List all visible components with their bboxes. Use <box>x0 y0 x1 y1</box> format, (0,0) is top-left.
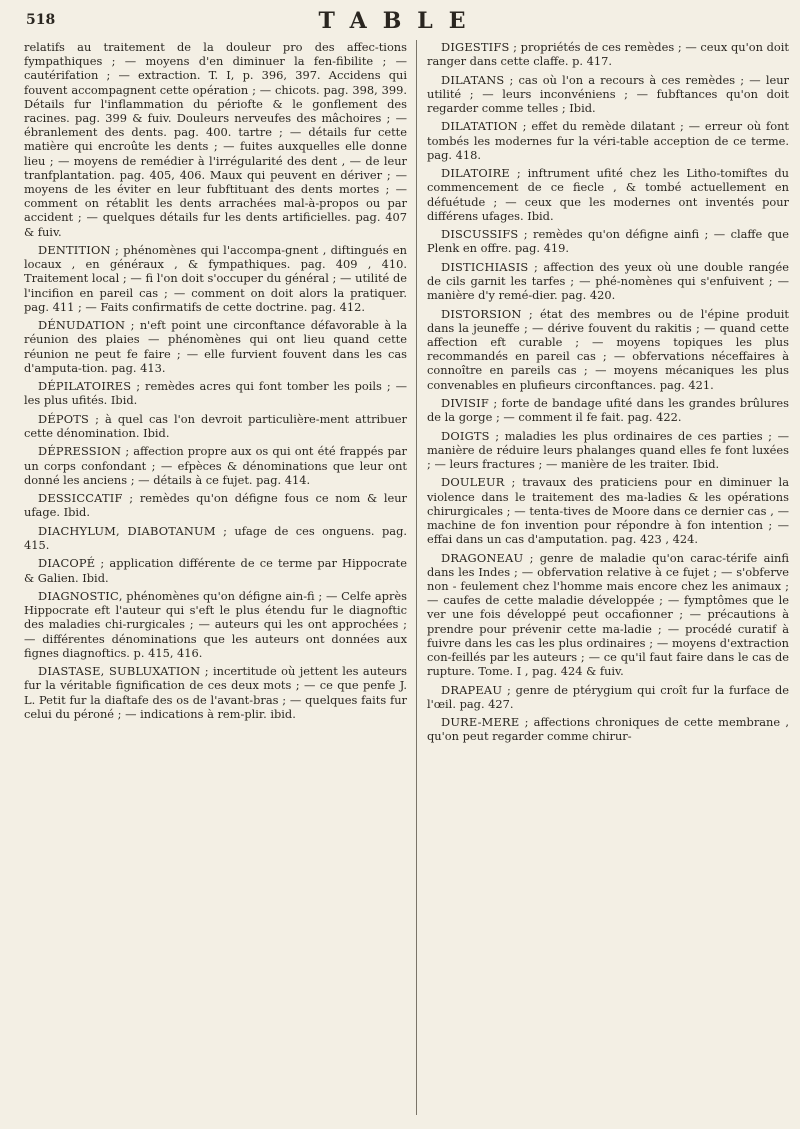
entry-headword: DIACHYLUM, DIABOTANUM <box>38 523 216 538</box>
entry-text: ; à quel cas l'on devroit particulière-ment attribuer cette dénomination. Ibid. <box>24 411 407 441</box>
index-entry <box>24 40 407 239</box>
entry-text: relatifs au traitement de la douleur pro des affec-tions fympathiques ; — moyens d'en diminuer la fen-fibilite ; — cautérifation ; — extraction. T. I, p. 396, 397. Accidens qui fouvent accompagnent cette opération ; — chicots. pag. 398, 399. Détails fur l'inflammation du périofte & le gonflement des racines. pag. 399 & fuiv. Douleurs nerveufes des mâchoires ; — ébranlement des dents. pag. 400. tartre ; — détails fur cette matière qui encroûte les dents ; — fuites auxquelles elle donne lieu ; — moyens de remédier à l'irrégularité des dent , — de leur tranfplantation. pag. 405, 406. Maux qui peuvent en dériver ; — moyens de les éviter en leur fubftituant des dents mortes ; — comment on rétablit les dents arrachées mal-à-propos ou par accident ; — quelques détails fur les dents artificielles. pag. 407 & fuiv. <box>24 40 407 239</box>
entry-headword: DRAGONEAU <box>441 550 524 565</box>
entry-headword: DOIGTS <box>441 428 490 443</box>
index-entry <box>427 119 789 162</box>
entry-text: ; incertitude où jettent les auteurs fur la véritable fignification de ces deux mots ; — ce que penfe J. L. Petit fur la diaftafe des os de l'avant-bras ; — quelques faits fur celui du péroné ; — indications à rem-plir. ibid. <box>24 664 407 721</box>
column-divider <box>416 40 417 1115</box>
index-entry <box>24 556 407 584</box>
entry-text: ; ufage de ces onguens. pag. 415. <box>24 523 407 553</box>
entry-headword: DURE-MERE <box>441 715 520 730</box>
index-entry <box>427 260 789 303</box>
entry-text: ; propriétés de ces remèdes ; — ceux qu'on doit ranger dans cette claffe. p. 417. <box>427 40 789 69</box>
index-entry <box>427 166 789 223</box>
index-entry <box>427 40 789 68</box>
entry-text: ; affection des yeux où une double rangée de cils garnit les tarfes ; — phé-nomènes qui s'enfuivent ; — manière d'y remé-dier. pag. 420. <box>427 259 789 303</box>
entry-text: ; remèdes qu'on défigne fous ce nom & leur ufage. Ibid. <box>24 491 407 520</box>
index-entry <box>24 243 407 314</box>
entry-headword: DIVISIF <box>441 395 489 410</box>
entry-text: ; inftrument ufité chez les Litho-tomiftes du commencement de ce fiecle , & tombé actuellement en défuétude ; — ceux que les modernes ont inventés pour différens ufages. Ibid. <box>427 166 789 223</box>
entry-text: ; n'eft point une circonftance défavorable à la réunion des plaies — phénomènes qui ont lieu quand cette réunion ne peut fe faire ; — elle furvient fouvent dans les cas d'amputa-tion. pag. 413. <box>24 318 407 375</box>
index-entry <box>427 683 789 711</box>
entry-headword: DIACOPÉ <box>38 556 96 571</box>
page-number: 518 <box>26 12 56 28</box>
entry-headword: DÉNUDATION <box>38 318 126 333</box>
entry-headword: DIASTASE, SUBLUXATION <box>38 664 201 679</box>
index-entry <box>427 429 789 472</box>
entry-text: ; travaux des praticiens pour en diminuer la violence dans le traitement des ma-ladies & les opérations chirurgicales ; — tenta-tives de Moore dans ce dernier cas , — machine de fon invention pour répondre à fon intention ; — effai dans un cas d'amputation. pag. 423 , 424. <box>427 475 789 547</box>
entry-text: ; remèdes qu'on défigne ainfi ; — claffe que Plenk en offre. pag. 419. <box>427 227 789 256</box>
entry-headword: DILATANS <box>441 72 505 87</box>
index-entry <box>24 664 407 721</box>
index-entry <box>427 396 789 424</box>
right-column <box>427 40 789 748</box>
index-entry <box>427 73 789 116</box>
entry-headword: DENTITION <box>38 243 111 258</box>
entry-headword: DILATATION <box>441 119 518 134</box>
index-entry <box>427 475 789 546</box>
index-entry <box>427 715 789 743</box>
entry-headword: DOULEUR <box>441 475 505 490</box>
entry-text: ; genre de maladie qu'on carac-térife ainfi dans les Indes ; — obfervation relative à ce fujet ; — s'obferve non - feulement chez l'homme mais encore chez les animaux ; — caufes de cette maladie développée ; — fymptômes que le ver une fois développé peut occafionner ; — précautions à prendre pour prévenir cette ma-ladie ; — procédé curatif à fuivre dans les cas les plus ordinaires ; — moyens d'extraction con-feillés par les auteurs ; — ce qu'il faut faire dans le cas de rupture. Tome. I , pag. 424 & fuiv. <box>427 550 789 679</box>
entry-headword: DIAGNOSTIC <box>38 589 119 603</box>
entry-headword: DRAPEAU <box>441 682 503 697</box>
entry-text: ; genre de ptérygium qui croît fur la furface de l'œil. pag. 427. <box>427 682 789 711</box>
entry-text: ; forte de bandage ufité dans les grandes brûlures de la gorge ; — comment il fe fait. pag. 422. <box>427 395 789 425</box>
index-entry <box>427 307 789 392</box>
entry-headword: DESSICCATIF <box>38 491 123 506</box>
page-header <box>26 8 774 32</box>
index-entry <box>24 318 407 375</box>
entry-text: ; effet du remède dilatant ; — erreur où font tombés les modernes fur la véri-table acception de ce terme. pag. 418. <box>427 119 789 162</box>
entry-headword: DIGESTIFS <box>441 40 510 54</box>
index-entry <box>24 491 407 519</box>
entry-text: , phénomènes qu'on défigne ain-fi ; — Celfe après Hippocrate eft l'auteur qui s'eft le plus étendu fur le diagnoftic des maladies chi-rurgicales ; — auteurs qui les ont approchées ; — différentes dénominations que les auteurs ont données aux fignes diagnoftics. p. 415, 416. <box>24 589 407 660</box>
entry-headword: DILATOIRE <box>441 166 510 181</box>
entry-headword: DÉPOTS <box>38 411 90 426</box>
index-entry <box>427 227 789 255</box>
entry-text: ; remèdes acres qui font tomber les poils ; — les plus ufités. Ibid. <box>24 379 407 408</box>
index-entry <box>24 589 407 660</box>
entry-text: ; application différente de ce terme par Hippocrate & Galien. Ibid. <box>24 556 407 585</box>
entry-headword: DISTORSION <box>441 306 522 321</box>
entry-headword: DISTICHIASIS <box>441 259 529 274</box>
index-entry <box>24 412 407 440</box>
index-entry <box>24 379 407 407</box>
entry-headword: DÉPRESSION <box>38 444 122 459</box>
entry-text: ; affection propre aux os qui ont été frappés par un corps confondant ; — efpèces & dénominations que leur ont donné les anciens ; — détails à ce fujet. pag. 414. <box>24 444 407 487</box>
running-title: TABLE <box>318 8 482 34</box>
entry-headword: DÉPILATOIRES <box>38 379 132 394</box>
entry-text: ; phénomènes qui l'accompa-gnent , diftingués en locaux , en généraux , & fympathiques. pag. 409 , 410. Traitement local ; — fi l'on doit s'occuper du général ; — utilité de l'incifion en pareil cas ; — comment on doit alors la pratiquer. pag. 411 ; — Faits confirmatifs de cette doctrine. pag. 412. <box>24 243 407 314</box>
index-entry <box>24 444 407 487</box>
entry-text: ; maladies les plus ordinaires de ces parties ; — manière de réduire leurs phalanges quand elles fe font luxées ; — leurs fractures ; — manière de les traiter. Ibid. <box>427 428 789 471</box>
index-entry <box>427 551 789 679</box>
entry-text: ; état des membres ou de l'épine produit dans la jeuneffe ; — dérive fouvent du rakitis ; — quand cette affection eft curable ; — moyens topiques les plus recommandés en pareil cas ; — obfervations néceffaires à connoître en pareils cas ; — moyens mécaniques les plus convenables en plufieurs circonftances. pag. 421. <box>427 306 789 392</box>
entry-headword: DISCUSSIFS <box>441 227 519 242</box>
index-entry <box>24 524 407 552</box>
entry-text: ; affections chroniques de cette membrane , qu'on peut regarder comme chirur- <box>427 715 789 744</box>
entry-text: ; cas où l'on a recours à ces remèdes ; — leur utilité ; — leurs inconvéniens ; — fubftances qu'on doit regarder comme telles ; Ibid. <box>427 72 789 115</box>
left-column <box>24 40 407 725</box>
